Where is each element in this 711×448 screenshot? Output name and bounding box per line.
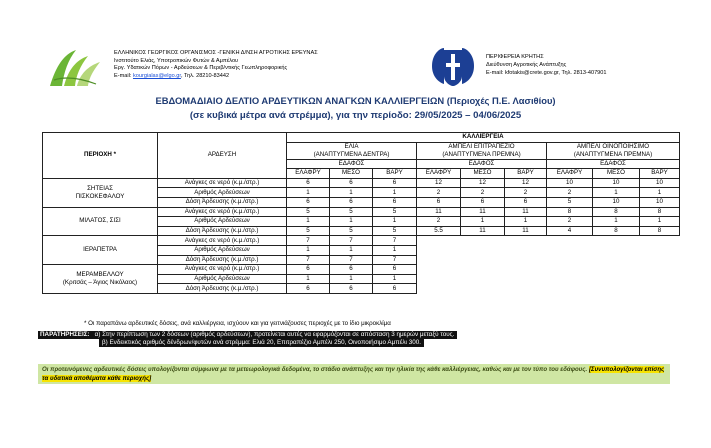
header-right	[426, 44, 696, 90]
area-cell	[43, 236, 158, 265]
value-cell: 1	[373, 245, 417, 255]
soil-type: ΕΛΑΦΡΥ	[547, 169, 593, 179]
value-cell: 7	[373, 236, 417, 246]
lab-name: Εργ. Υδατικών Πόρων - Αρδεύσεων & Περιβ/ντικής Γεωπληροφορικής	[114, 65, 288, 72]
value-cell: 1	[593, 217, 640, 227]
irrigation-table	[42, 132, 680, 294]
table-row	[43, 236, 680, 246]
value-cell: 5.5	[417, 226, 461, 236]
crop-name: ΑΜΠΕΛΙ ΟΙΝΟΠΟΙΗΣΙΜΟ	[576, 142, 650, 150]
row-label: Ανάγκες σε νερό (κ.μ./στρ.)	[158, 236, 287, 246]
value-cell: 2	[547, 188, 593, 198]
value-cell: 10	[640, 178, 680, 188]
region-contact: E-mail: kfotakis@crete.gov.gr, Τηλ. 2813-407901	[486, 69, 607, 76]
value-cell: 10	[593, 197, 640, 207]
info-highlight: [Συνυπολογίζονται επίσης τα υδατικά αποθέματα κάθε περιοχής]	[42, 366, 665, 382]
value-cell: 1	[461, 217, 505, 227]
directorate-name: Διεύθυνση Αγροτικής Ανάπτυξης	[486, 61, 567, 68]
value-cell: 10	[593, 178, 640, 188]
area-name: ΜΙΛΑΤΟΣ, ΣΙΣΙ	[79, 217, 121, 225]
crop-header-table-grape	[417, 142, 547, 159]
value-cell: 6	[461, 197, 505, 207]
row-label: Δόση Άρδευσης (κ.μ./στρ.)	[158, 255, 287, 265]
soil-type: ΜΕΣΟ	[461, 169, 505, 179]
row-label: Αριθμός Αρδεύσεων	[158, 274, 287, 284]
row-label: Αριθμός Αρδεύσεων	[158, 245, 287, 255]
value-cell: 1	[330, 274, 373, 284]
value-cell: 12	[461, 178, 505, 188]
value-cell: 6	[373, 284, 417, 294]
value-cell: 1	[330, 245, 373, 255]
note-a: α) Στην περίπτωση των 2 δόσεων (αριθμός αρδεύσεων), προτείνεται αυτές να εφαρμόζονται σε απόσταση 3 ημερών μεταξύ τους.	[92, 331, 458, 339]
value-cell: 11	[461, 226, 505, 236]
row-label: Αριθμός Αρδεύσεων	[158, 188, 287, 198]
area-name: ΣΗΤΕΙΑΣ	[87, 184, 113, 192]
value-cell: 6	[373, 265, 417, 275]
value-cell: 8	[593, 207, 640, 217]
value-cell: 11	[505, 226, 547, 236]
row-label: Δόση Άρδευσης (κ.μ./στρ.)	[158, 197, 287, 207]
value-cell: 1	[373, 274, 417, 284]
value-cell: 5	[373, 207, 417, 217]
table-row	[43, 178, 680, 188]
value-cell: 6	[287, 197, 330, 207]
elgo-dimitra-logo-icon	[46, 46, 108, 90]
value-cell: 6	[330, 197, 373, 207]
area-cell	[43, 265, 158, 294]
value-cell: 1	[330, 217, 373, 227]
irrigation-column-header: ΑΡΔΕΥΣΗ	[158, 133, 287, 179]
contact-line	[114, 73, 318, 81]
info-box	[38, 364, 670, 384]
value-cell: 5	[330, 226, 373, 236]
row-label: Ανάγκες σε νερό (κ.μ./στρ.)	[158, 265, 287, 275]
soil-type: ΒΑΡΥ	[373, 169, 417, 179]
value-cell: 2	[461, 188, 505, 198]
row-label: Ανάγκες σε νερό (κ.μ./στρ.)	[158, 207, 287, 217]
area-cell	[43, 207, 158, 236]
value-cell: 10	[547, 178, 593, 188]
value-cell: 5	[330, 207, 373, 217]
value-cell: 5	[287, 226, 330, 236]
value-cell: 6	[417, 197, 461, 207]
header-right-text	[486, 54, 607, 77]
value-cell: 5	[287, 207, 330, 217]
note-indent	[38, 339, 99, 347]
value-cell: 1	[640, 217, 680, 227]
footnote: * Οι παραπάνω αρδευτικές δόσεις, ανά καλλιέργεια, ισχύουν και για γειτνιάζουσες περιοχές με το ίδιο μικροκλίμα	[84, 320, 391, 327]
table-row	[43, 265, 680, 275]
soil-header: ΕΔΑΦΟΣ	[417, 159, 547, 169]
value-cell: 1	[373, 217, 417, 227]
greek-emblem-icon	[426, 44, 480, 88]
crop-sub: (ΑΝΑΠΤΥΓΜΕΝΑ ΠΡΕΜΝΑ)	[442, 150, 521, 158]
value-cell: 1	[640, 188, 680, 198]
value-cell: 2	[417, 217, 461, 227]
value-cell: 8	[593, 226, 640, 236]
row-label: Ανάγκες σε νερό (κ.μ./στρ.)	[158, 178, 287, 188]
note-row-b	[38, 339, 670, 347]
row-label: Δόση Άρδευσης (κ.μ./στρ.)	[158, 226, 287, 236]
soil-type: ΒΑΡΥ	[640, 169, 680, 179]
value-cell: 10	[640, 197, 680, 207]
value-cell: 6	[373, 197, 417, 207]
value-cell: 8	[547, 207, 593, 217]
value-cell: 6	[287, 178, 330, 188]
crop-header-wine-grape	[547, 142, 680, 159]
notes-block	[38, 331, 670, 347]
value-cell: 2	[417, 188, 461, 198]
note-b: β) Ενδεικτικός αριθμός δένδρων/φυτών ανά στρέμμα: Ελιά 20, Επιτραπέζιο Αμπέλι 250, Οινοποιήσιμο Αμπέλι 300.	[99, 339, 424, 347]
value-cell: 11	[461, 207, 505, 217]
crops-header: ΚΑΛΛΙΕΡΓΕΙΑ	[287, 133, 680, 143]
value-cell: 6	[373, 178, 417, 188]
value-cell: 1	[505, 217, 547, 227]
value-cell: 12	[417, 178, 461, 188]
crop-name: ΑΜΠΕΛΙ ΕΠΙΤΡΑΠΕΖΙΟ	[448, 142, 515, 150]
value-cell: 5	[373, 226, 417, 236]
area-column-header: ΠΕΡΙΟΧΗ *	[43, 133, 158, 179]
crop-sub: (ΑΝΑΠΤΥΓΜΕΝΑ ΠΡΕΜΝΑ)	[573, 150, 653, 158]
value-cell: 1	[373, 188, 417, 198]
table-row	[43, 207, 680, 217]
area-cell	[43, 178, 158, 207]
email-label: E-mail:	[114, 72, 133, 79]
value-cell: 12	[505, 178, 547, 188]
value-cell: 1	[287, 274, 330, 284]
value-cell: 11	[417, 207, 461, 217]
row-label: Αριθμός Αρδεύσεων	[158, 217, 287, 227]
area-name: ΜΕΡΑΜΒΕΛΛΟΥ	[76, 271, 124, 279]
area-name: ΙΕΡΑΠΕΤΡΑ	[83, 246, 117, 254]
info-text: Οι προτεινόμενες αρδευτικές δόσεις υπολογίζονται σύμφωνα με τα μετεωρολογικά δεδομένα, το στάδιο ανάπτυξης και την ηλικία της κάθε καλλιέργειας, καθώς και με τον τύπο του εδάφους.	[42, 366, 588, 373]
row-label: Δόση Άρδευσης (κ.μ./στρ.)	[158, 284, 287, 294]
value-cell: 1	[330, 188, 373, 198]
soil-header: ΕΔΑΦΟΣ	[547, 159, 680, 169]
institute-name: Ινστιτούτο Ελιάς, Υποτροπικών Φυτών & Αμπέλου	[114, 57, 239, 64]
value-cell: 4	[547, 226, 593, 236]
value-cell: 6	[505, 197, 547, 207]
email-link[interactable]: kourgialas@elgo.gr	[132, 72, 181, 79]
value-cell: 2	[547, 217, 593, 227]
crop-sub: (ΑΝΑΠΤΥΓΜΕΝΑ ΔΕΝΤΡΑ)	[313, 150, 390, 158]
note-row-a	[38, 331, 670, 339]
header-left	[46, 46, 346, 92]
value-cell: 6	[287, 284, 330, 294]
value-cell: 7	[330, 255, 373, 265]
value-cell: 1	[287, 188, 330, 198]
soil-type: ΜΕΣΟ	[593, 169, 640, 179]
value-cell: 7	[287, 255, 330, 265]
value-cell: 2	[505, 188, 547, 198]
region-name: ΠΕΡΙΦΕΡΕΙΑ ΚΡΗΤΗΣ	[486, 54, 544, 60]
soil-type: ΜΕΣΟ	[330, 169, 373, 179]
value-cell: 8	[640, 207, 680, 217]
soil-type: ΒΑΡΥ	[505, 169, 547, 179]
soil-header: ΕΔΑΦΟΣ	[287, 159, 417, 169]
soil-type: ΕΛΑΦΡΥ	[287, 169, 330, 179]
value-cell: 7	[373, 255, 417, 265]
value-cell: 8	[640, 226, 680, 236]
page-title: ΕΒΔΟΜΑΔΙΑΙΟ ΔΕΛΤΙΟ ΑΡΔΕΥΤΙΚΩΝ ΑΝΑΓΚΩΝ ΚΑΛΛΙΕΡΓΕΙΩΝ (Περιοχές Π.Ε. Λασιθίου)	[155, 95, 556, 106]
crop-header-olive	[287, 142, 417, 159]
value-cell: 6	[330, 178, 373, 188]
notes-label: ΠΑΡΑΤΗΡΗΣΕΙΣ:	[40, 331, 90, 338]
page-subtitle: (σε κυβικά μέτρα ανά στρέμμα), για την περίοδο: 29/05/2025 – 04/06/2025	[189, 110, 522, 121]
value-cell: 1	[287, 217, 330, 227]
soil-type: ΕΛΑΦΡΥ	[417, 169, 461, 179]
org-name: ΕΛΛΗΝΙΚΟΣ ΓΕΩΡΓΙΚΟΣ ΟΡΓΑΝΙΣΜΟΣ -ΓΕΝΙΚΗ Δ/ΝΣΗ ΑΓΡΟΤΙΚΗΣ ΕΡΕΥΝΑΣ	[114, 50, 318, 56]
value-cell: 7	[287, 236, 330, 246]
value-cell: 5	[547, 197, 593, 207]
header-left-text	[114, 50, 318, 80]
value-cell: 7	[330, 236, 373, 246]
crop-name: ΕΛΙΑ	[344, 142, 359, 150]
value-cell: 6	[330, 284, 373, 294]
value-cell: 11	[505, 207, 547, 217]
area-subname: ΠΙΣΚΟΚΕΦΑΛΟΥ	[75, 192, 125, 200]
value-cell: 1	[287, 245, 330, 255]
phone-text: , Τηλ. 28210-83442	[180, 72, 230, 79]
value-cell: 6	[287, 265, 330, 275]
value-cell: 6	[330, 265, 373, 275]
area-subname: (Κριτσάς – Άγιος Νικόλαος)	[62, 279, 138, 287]
value-cell: 1	[593, 188, 640, 198]
